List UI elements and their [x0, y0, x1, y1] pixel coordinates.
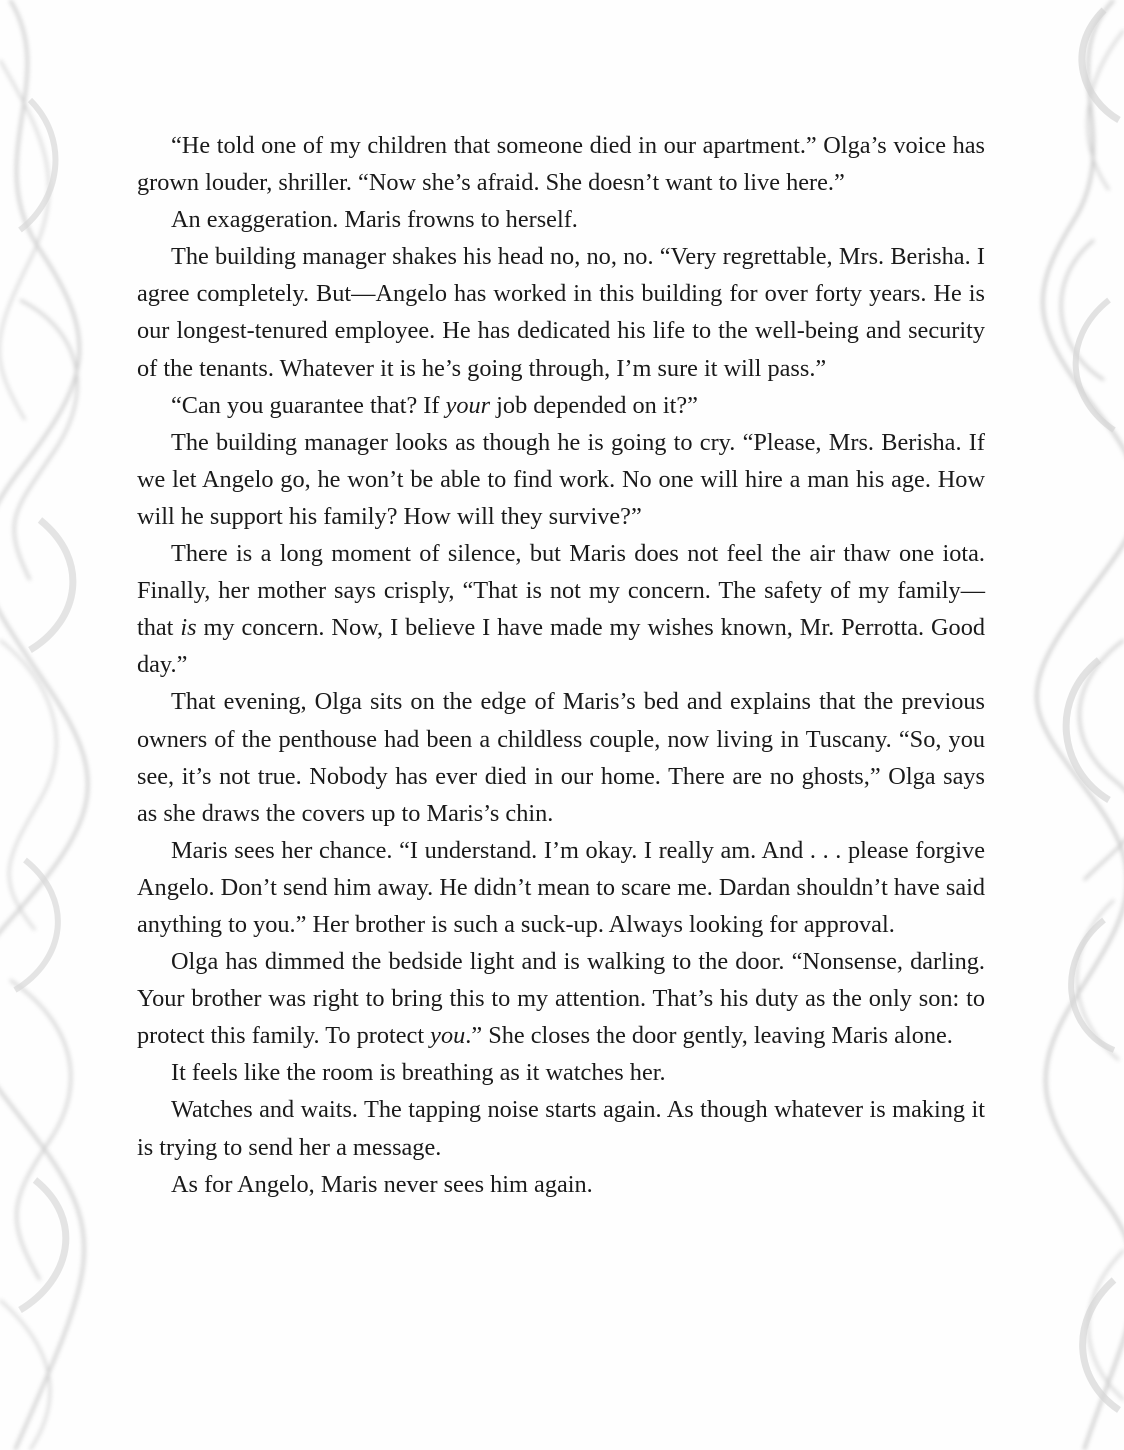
- text-run: “Can you guarantee that? If: [171, 391, 446, 419]
- text-run: my concern. Now, I believe I have made my wishes known, Mr. Perrotta. Good day.”: [137, 614, 985, 679]
- paragraph: [137, 201, 985, 238]
- text-run: “He told one of my children that someone died in our apartment.” Olga’s voice has grown louder, shriller. “Now she’s afraid. She doesn’t want to live here.”: [137, 132, 985, 197]
- paragraph: [137, 943, 985, 1054]
- text-run: There is a long moment of silence, but Maris does not feel the air thaw one iota. Finally, her mother says crisply, “That is not my concern. The safety of my family—that: [137, 540, 985, 642]
- text-run: An exaggeration. Maris frowns to herself.: [171, 206, 578, 234]
- paragraph: [137, 127, 985, 201]
- text-run: It feels like the room is breathing as it watches her.: [171, 1059, 666, 1087]
- paragraph: [137, 832, 985, 943]
- text-run: Maris sees her chance. “I understand. I’m okay. I really am. And . . . please forgive Angelo. Don’t send him away. He didn’t mean to scare me. Dardan shouldn’t have said anything to you.” Her brother is such a suck-up. Always looking for approval.: [137, 836, 985, 938]
- paragraph: [137, 1166, 985, 1203]
- smoke-border-left: [0, 0, 120, 1450]
- paragraph: [137, 683, 985, 831]
- italic-text-run: your: [445, 391, 491, 419]
- paragraph: [137, 424, 985, 535]
- text-run: That evening, Olga sits on the edge of Maris’s bed and explains that the previous owners of the penthouse had been a childless couple, now living in Tuscany. “So, you see, it’s not true. Nobody has ever died in our home. There are no ghosts,” Olga says as she draws the covers up to Maris’s chin.: [137, 688, 985, 827]
- text-run: Olga has dimmed the bedside light and is walking to the door. “Nonsense, darling. Your brother was right to bring this to my attention. That’s his duty as the only son: to protect this family. To protect: [137, 948, 985, 1050]
- paragraph: [137, 535, 985, 683]
- paragraph: [137, 1054, 985, 1091]
- italic-text-run: is: [180, 614, 197, 642]
- paragraph: [137, 1091, 985, 1165]
- smoke-border-right: [974, 0, 1124, 1450]
- body-text: [137, 127, 985, 1203]
- text-run: job depended on it?”: [490, 391, 698, 419]
- paragraph: [137, 238, 985, 386]
- italic-text-run: you: [430, 1022, 466, 1050]
- text-run: As for Angelo, Maris never sees him again.: [171, 1170, 593, 1198]
- text-run: .” She closes the door gently, leaving Maris alone.: [465, 1022, 953, 1050]
- paragraph: [137, 387, 985, 424]
- text-run: Watches and waits. The tapping noise starts again. As though whatever is making it is trying to send her a message.: [137, 1096, 985, 1161]
- text-run: The building manager shakes his head no, no, no. “Very regrettable, Mrs. Berisha. I agree completely. But—Angelo has worked in this building for over forty years. He is our longest-tenured employee. He has dedicated his life to the well-being and security of the tenants. Whatever it is he’s going through, I’m sure it will pass.”: [137, 243, 985, 382]
- text-run: The building manager looks as though he is going to cry. “Please, Mrs. Berisha. If we let Angelo go, he won’t be able to find work. No one will hire a man his age. How will he support his family? How will they survive?”: [137, 428, 985, 530]
